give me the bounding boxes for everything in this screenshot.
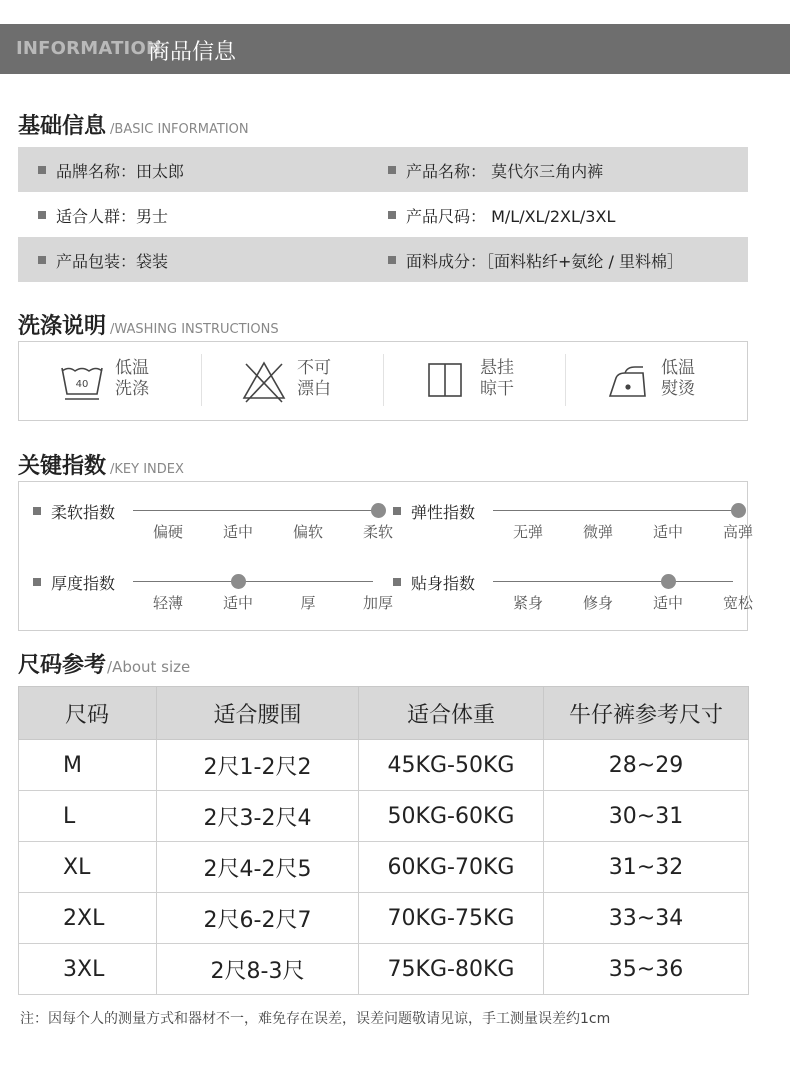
waist-cell: 2尺4-2尺5 [157, 842, 359, 893]
bullet-square-icon [33, 507, 41, 515]
scale-indicator-dot [661, 574, 676, 589]
label-thickness: 厚度指数 [33, 571, 115, 594]
scale-indicator-dot [731, 503, 746, 518]
weight-cell: 60KG-70KG [359, 842, 544, 893]
jeans-size-cell: 33~34 [544, 893, 749, 944]
scale-track [493, 510, 733, 511]
section-title: 尺码参考 [18, 653, 107, 678]
size-cell: XL [19, 842, 157, 893]
size-table [18, 686, 749, 995]
jeans-size-cell: 28~29 [544, 740, 749, 791]
key-index-box [18, 481, 754, 631]
scale-track [133, 581, 373, 582]
table-header-row [19, 687, 749, 740]
scale-elasticity [393, 500, 754, 560]
size-title [18, 648, 190, 678]
divider [383, 354, 384, 406]
column-header: 尺码 [19, 687, 157, 740]
scale-option: 适中 [652, 523, 684, 541]
table-row [19, 893, 749, 944]
label-softness: 柔软指数 [33, 500, 115, 523]
bullet-square-icon [393, 578, 401, 586]
info-sizes: 产品尺码： M/L/XL/2XL/3XL [406, 207, 616, 226]
table-row [19, 944, 749, 995]
section-title: 基础信息 [18, 114, 107, 139]
label-fit: 贴身指数 [393, 571, 475, 594]
scale-option: 适中 [222, 523, 254, 541]
info-row [18, 192, 748, 237]
wash-text: 低温 洗涤 [115, 358, 149, 399]
section-subtitle: /About size [107, 658, 191, 676]
iron-low-icon [605, 358, 651, 404]
info-cell [38, 204, 168, 227]
washing-box [18, 341, 748, 421]
size-cell: 3XL [19, 944, 157, 995]
info-fabric: 面料成分：［面料粘纤+氨纶 / 里料棉］ [406, 252, 683, 271]
table-row [19, 842, 749, 893]
info-brand: 品牌名称：田太郎 [56, 162, 185, 181]
jeans-size-cell: 30~31 [544, 791, 749, 842]
bullet-square-icon [38, 166, 46, 174]
table-row [19, 791, 749, 842]
divider [201, 354, 202, 406]
weight-cell: 75KG-80KG [359, 944, 544, 995]
scale-indicator-dot [231, 574, 246, 589]
basic-info-title [18, 109, 249, 139]
scale-softness [33, 500, 394, 560]
waist-cell: 2尺6-2尺7 [157, 893, 359, 944]
scale-option: 偏软 [292, 523, 324, 541]
line-dry-icon [424, 358, 470, 404]
jeans-size-cell: 31~32 [544, 842, 749, 893]
scale-option: 轻薄 [152, 594, 184, 612]
bullet-square-icon [388, 166, 396, 174]
column-header: 适合腰围 [157, 687, 359, 740]
section-title: 洗涤说明 [18, 314, 107, 339]
scale-option: 高弹 [722, 523, 754, 541]
info-cell [388, 159, 603, 182]
header-title-en: INFORMATION [16, 38, 162, 59]
size-cell: 2XL [19, 893, 157, 944]
info-product-name: 产品名称： 莫代尔三角内裤 [406, 162, 604, 181]
label-elasticity: 弹性指数 [393, 500, 475, 523]
info-cell [388, 204, 615, 227]
scale-option: 柔软 [362, 523, 394, 541]
scale-option: 适中 [222, 594, 254, 612]
info-cell [388, 249, 683, 272]
info-package: 产品包装：袋装 [56, 252, 169, 271]
washing-title [18, 309, 279, 339]
scale-option: 宽松 [722, 594, 754, 612]
table-row [19, 740, 749, 791]
scale-indicator-dot [371, 503, 386, 518]
bullet-square-icon [38, 211, 46, 219]
key-index-title [18, 449, 184, 479]
info-row [18, 147, 748, 192]
divider [565, 354, 566, 406]
scale-option: 修身 [582, 594, 614, 612]
no-bleach-icon [241, 358, 287, 404]
scale-track [133, 510, 373, 511]
size-cell: L [19, 791, 157, 842]
header-title-cn: 商品信息 [148, 40, 237, 65]
scale-option: 厚 [300, 594, 316, 612]
section-subtitle: /KEY INDEX [110, 462, 184, 477]
svg-text:40: 40 [75, 379, 89, 390]
scale-track [493, 581, 733, 582]
wash-text: 不可 漂白 [297, 358, 331, 399]
section-title: 关键指数 [18, 454, 107, 479]
info-cell [38, 249, 168, 272]
waist-cell: 2尺1-2尺2 [157, 740, 359, 791]
bullet-square-icon [38, 256, 46, 264]
wash-40-icon [59, 358, 105, 404]
bullet-square-icon [393, 507, 401, 515]
scale-option: 无弹 [512, 523, 544, 541]
measurement-note: 注：因每个人的测量方式和器材不一，难免存在误差，误差问题敬请见谅，手工测量误差约1cm [20, 1011, 611, 1027]
scale-option: 适中 [652, 594, 684, 612]
size-cell: M [19, 740, 157, 791]
bullet-square-icon [388, 211, 396, 219]
section-subtitle: /WASHING INSTRUCTIONS [110, 322, 279, 337]
waist-cell: 2尺3-2尺4 [157, 791, 359, 842]
weight-cell: 50KG-60KG [359, 791, 544, 842]
weight-cell: 45KG-50KG [359, 740, 544, 791]
scale-fit [393, 571, 754, 631]
scale-thickness [33, 571, 394, 631]
bullet-square-icon [388, 256, 396, 264]
weight-cell: 70KG-75KG [359, 893, 544, 944]
header-bar [0, 24, 790, 74]
info-cell [38, 159, 184, 182]
wash-text: 悬挂 晾干 [480, 358, 514, 399]
info-target: 适合人群：男士 [56, 207, 169, 226]
wash-text: 低温 熨烫 [661, 358, 695, 399]
column-header: 牛仔裤参考尺寸 [544, 687, 749, 740]
info-row [18, 237, 748, 282]
column-header: 适合体重 [359, 687, 544, 740]
jeans-size-cell: 35~36 [544, 944, 749, 995]
scale-option: 微弹 [582, 523, 614, 541]
section-subtitle: /BASIC INFORMATION [110, 122, 249, 137]
bullet-square-icon [33, 578, 41, 586]
scale-option: 加厚 [362, 594, 394, 612]
scale-option: 紧身 [512, 594, 544, 612]
waist-cell: 2尺8-3尺 [157, 944, 359, 995]
scale-option: 偏硬 [152, 523, 184, 541]
